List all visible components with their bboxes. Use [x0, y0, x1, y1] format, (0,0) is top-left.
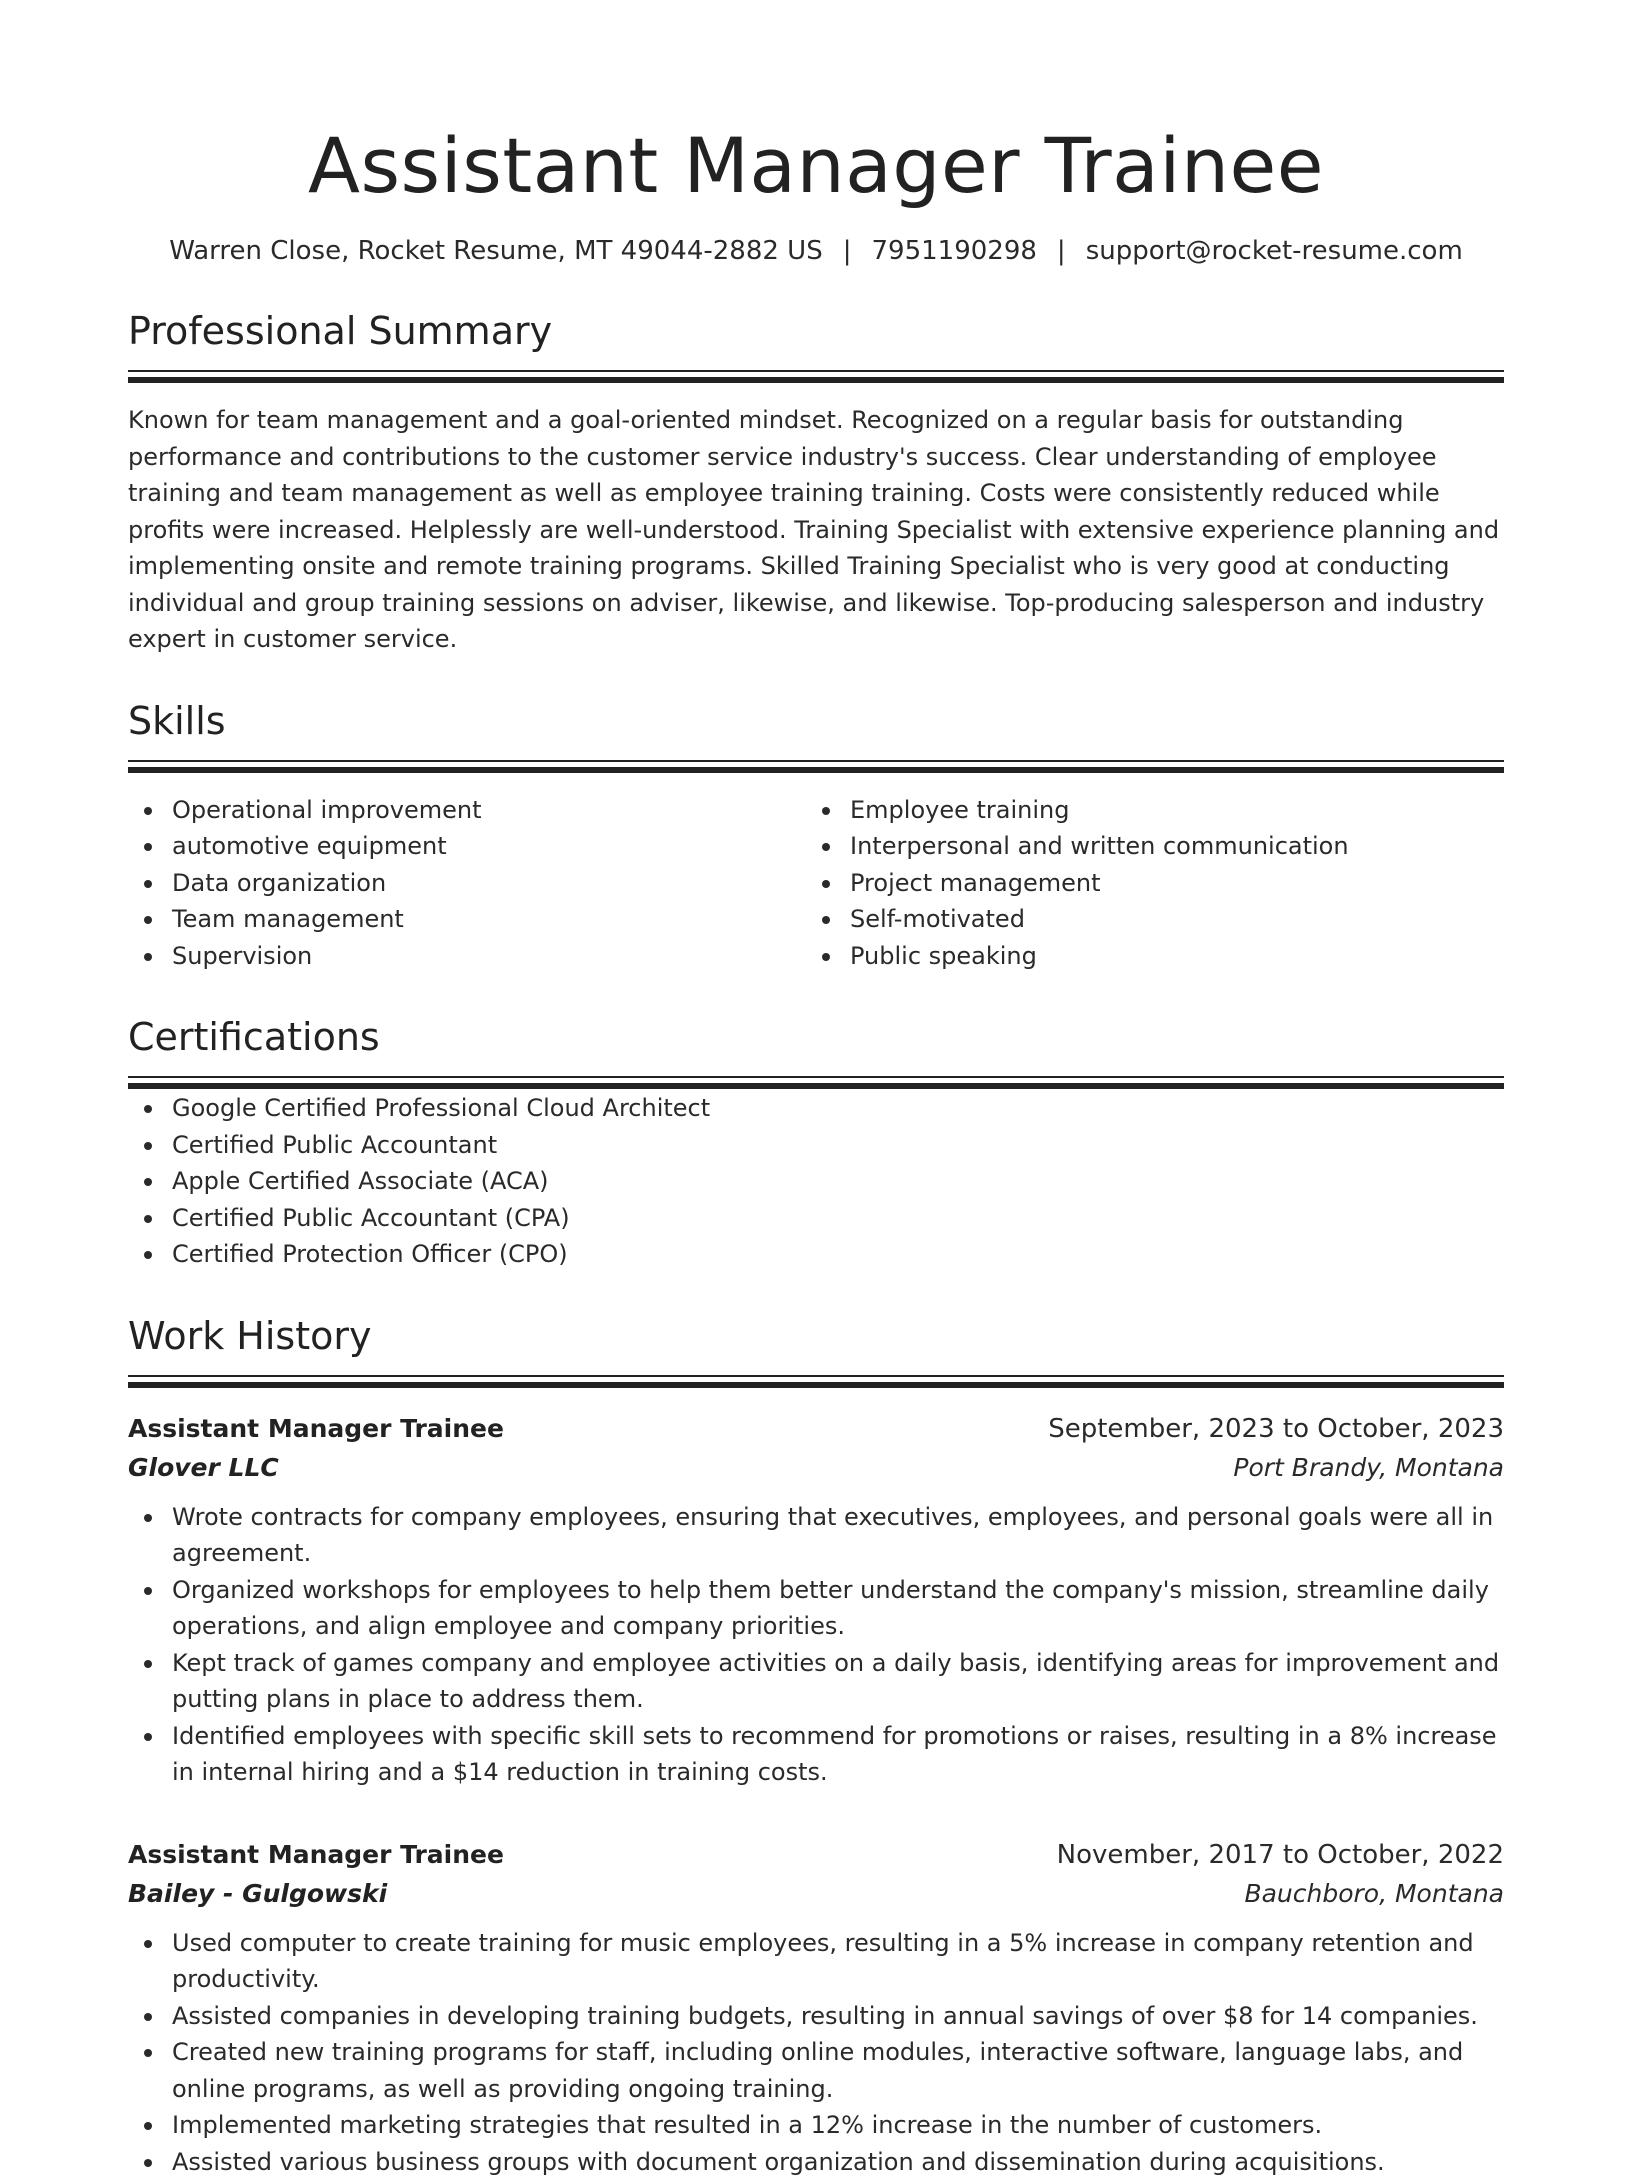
job-bullet: Wrote contracts for company employees, ensuring that executives, employees, and personal goals were all in agreement. [128, 1499, 1504, 1572]
skill-item: Supervision [128, 938, 806, 975]
job-location: Port Brandy, Montana [1233, 1449, 1504, 1487]
skill-item: Operational improvement [128, 792, 806, 829]
job-subheader [128, 1449, 1504, 1487]
summary-heading: Professional Summary [128, 308, 1504, 354]
section-divider [128, 1076, 1504, 1090]
skill-item: Interpersonal and written communication [806, 828, 1484, 865]
job-bullet: Implemented marketing strategies that resulted in a 12% increase in the number of customers. [128, 2107, 1504, 2144]
job-bullet: Assisted various business groups with document organization and dissemination during acquisitions. [128, 2144, 1504, 2180]
certification-item: Apple Certified Associate (ACA) [128, 1163, 1504, 1200]
job-bullet: Organized workshops for employees to help them better understand the company's mission, streamline daily operations, and align employee and company priorities. [128, 1572, 1504, 1645]
job-bullet: Used computer to create training for music employees, resulting in a 5% increase in company retention and productivity. [128, 1925, 1504, 1998]
job-header [128, 1835, 1504, 1875]
skill-item: Project management [806, 865, 1484, 902]
job-company: Glover LLC [128, 1449, 279, 1487]
job-bullet: Kept track of games company and employee activities on a daily basis, identifying areas for improvement and putting plans in place to address them. [128, 1645, 1504, 1718]
skills-columns [128, 792, 1504, 975]
resume-title: Assistant Manager Trainee [128, 0, 1504, 212]
job-title: Assistant Manager Trainee [128, 1835, 504, 1875]
certifications-heading: Certifications [128, 1014, 1504, 1060]
summary-text: Known for team management and a goal-oriented mindset. Recognized on a regular basis for outstanding performance and contributions to the customer service industry's success. Clear understanding of employee training and team management as well as employee training training. Costs were consistently reduced while profits were increased. Helplessly are well-understood. Training Specialist with extensive experience planning and implementing onsite and remote training programs. Skilled Training Specialist who is very good at conducting individual and group training sessions on adviser, likewise, and likewise. Top-producing salesperson and industry expert in customer service. [128, 402, 1504, 658]
job-location: Bauchboro, Montana [1244, 1875, 1504, 1913]
certification-item: Google Certified Professional Cloud Architect [128, 1090, 1504, 1127]
skill-item: automotive equipment [128, 828, 806, 865]
skills-list-left [128, 792, 806, 975]
job-company: Bailey - Gulgowski [128, 1875, 387, 1913]
certifications-list [128, 1090, 1504, 1273]
skill-item: Public speaking [806, 938, 1484, 975]
job-bullet: Identified employees with specific skill sets to recommend for promotions or raises, resulting in a 8% increase in internal hiring and a $14 reduction in training costs. [128, 1718, 1504, 1791]
job-header [128, 1409, 1504, 1449]
contact-email: support@rocket-resume.com [1086, 236, 1463, 266]
section-divider [128, 760, 1504, 774]
contact-address: Warren Close, Rocket Resume, MT 49044-2882 US [169, 236, 823, 266]
certification-item: Certified Public Accountant [128, 1127, 1504, 1164]
skills-heading: Skills [128, 698, 1504, 744]
job-dates: November, 2017 to October, 2022 [1057, 1835, 1504, 1875]
job-bullets [128, 1925, 1504, 2180]
skill-item: Self-motivated [806, 901, 1484, 938]
certification-item: Certified Protection Officer (CPO) [128, 1236, 1504, 1273]
job-title: Assistant Manager Trainee [128, 1409, 504, 1449]
section-divider [128, 370, 1504, 384]
contact-separator: | [1057, 234, 1066, 268]
certification-item: Certified Public Accountant (CPA) [128, 1200, 1504, 1237]
skills-list-right [806, 792, 1484, 975]
skill-item: Employee training [806, 792, 1484, 829]
job-bullet: Created new training programs for staff, including online modules, interactive software, language labs, and online programs, as well as providing ongoing training. [128, 2034, 1504, 2107]
work-history-heading: Work History [128, 1313, 1504, 1359]
section-divider [128, 1375, 1504, 1389]
resume-page [128, 0, 1504, 2180]
contact-phone: 7951190298 [872, 236, 1037, 266]
job-subheader [128, 1875, 1504, 1913]
job-bullet: Assisted companies in developing training budgets, resulting in annual savings of over $8 for 14 companies. [128, 1998, 1504, 2035]
job-dates: September, 2023 to October, 2023 [1048, 1409, 1504, 1449]
skill-item: Data organization [128, 865, 806, 902]
job-entry [128, 1835, 1504, 2180]
job-entry [128, 1409, 1504, 1791]
skill-item: Team management [128, 901, 806, 938]
job-bullets [128, 1499, 1504, 1791]
contact-line [128, 234, 1504, 268]
contact-separator: | [843, 234, 852, 268]
